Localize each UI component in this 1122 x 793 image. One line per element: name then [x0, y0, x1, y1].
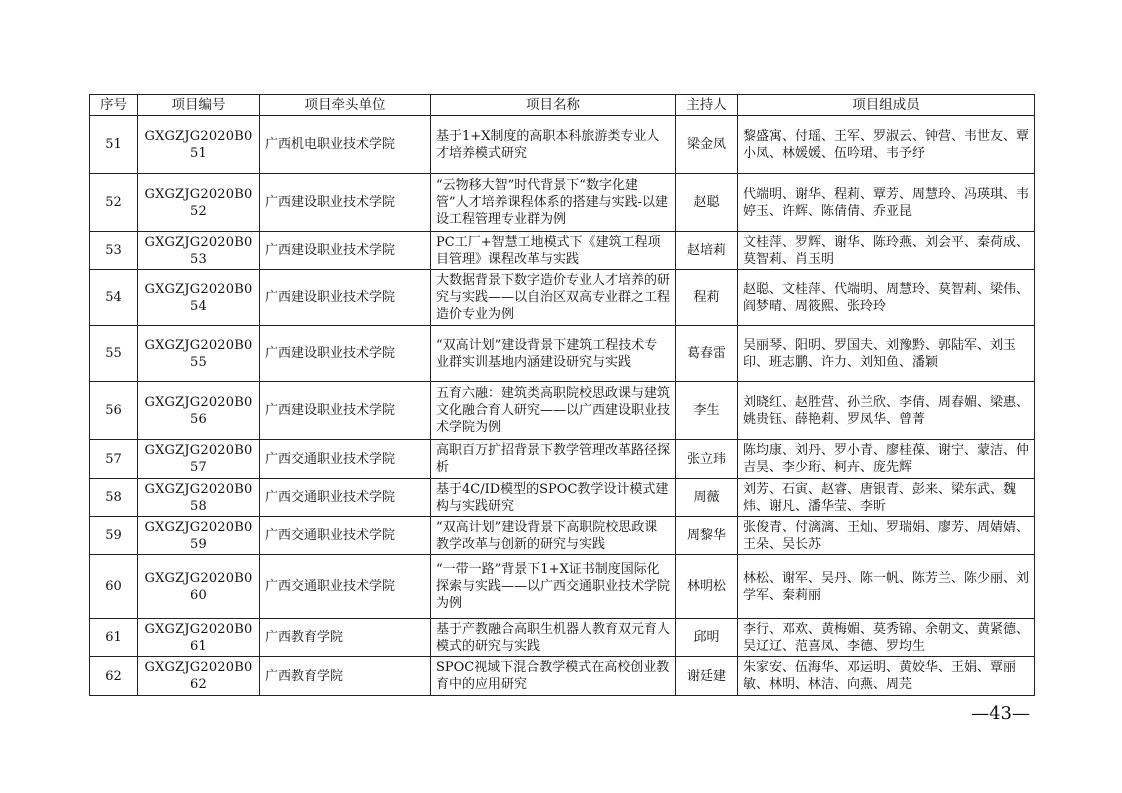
cell-unit: 广西建设职业技术学院: [260, 382, 431, 440]
cell-members: 林松、谢军、吴丹、陈一帆、陈芳兰、陈少丽、刘学军、秦莉丽: [738, 555, 1035, 619]
cell-name: 大数据背景下数字造价专业人才培养的研究与实践——以自治区双高专业群之工程造价专业为例: [431, 270, 676, 326]
cell-code: GXGZJG2020B054: [138, 270, 260, 326]
cell-seq: 59: [90, 517, 138, 555]
cell-name: “双高计划”建设背景下建筑工程技术专业群实训基地内涵建设研究与实践: [431, 326, 676, 382]
cell-host: 葛春雷: [676, 326, 738, 382]
cell-name: 基于1+X制度的高职本科旅游类专业人才培养模式研究: [431, 116, 676, 174]
table-row: [90, 382, 1035, 440]
cell-seq: 56: [90, 382, 138, 440]
cell-name: SPOC视域下混合教学模式在高校创业教育中的应用研究: [431, 657, 676, 696]
cell-seq: 58: [90, 479, 138, 517]
project-table: [89, 94, 1035, 696]
cell-name: 高职百万扩招背景下教学管理改革路径探析: [431, 440, 676, 479]
cell-host: 张立玮: [676, 440, 738, 479]
cell-members: 张俊青、付漓漓、王灿、罗瑞娟、廖芳、周婧婧、王朵、吴长苏: [738, 517, 1035, 555]
cell-unit: 广西教育学院: [260, 619, 431, 657]
cell-members: 刘芳、石寅、赵睿、唐银青、彭来、梁东武、魏炜、谢凡、潘华莹、李昕: [738, 479, 1035, 517]
cell-seq: 53: [90, 232, 138, 270]
cell-name: “云物移大智”时代背景下“数字化建管”人才培养课程体系的搭建与实践-以建设工程管理专业群为例: [431, 174, 676, 232]
cell-seq: 54: [90, 270, 138, 326]
cell-code: GXGZJG2020B053: [138, 232, 260, 270]
header-host: 主持人: [676, 95, 738, 116]
table-row: [90, 517, 1035, 555]
cell-host: 林明松: [676, 555, 738, 619]
table-row: [90, 326, 1035, 382]
header-name: 项目名称: [431, 95, 676, 116]
cell-unit: 广西教育学院: [260, 657, 431, 696]
cell-unit: 广西交通职业技术学院: [260, 479, 431, 517]
cell-name: 五育六融：建筑类高职院校思政课与建筑文化融合育人研究——以广西建设职业技术学院为例: [431, 382, 676, 440]
cell-code: GXGZJG2020B055: [138, 326, 260, 382]
cell-host: 周黎华: [676, 517, 738, 555]
table-row: [90, 232, 1035, 270]
table-row: [90, 555, 1035, 619]
cell-seq: 55: [90, 326, 138, 382]
cell-host: 李生: [676, 382, 738, 440]
cell-code: GXGZJG2020B057: [138, 440, 260, 479]
cell-seq: 62: [90, 657, 138, 696]
cell-unit: 广西建设职业技术学院: [260, 232, 431, 270]
table-row: [90, 174, 1035, 232]
cell-members: 文桂萍、罗辉、谢华、陈玲燕、刘会平、秦荷成、莫智莉、肖玉明: [738, 232, 1035, 270]
cell-members: 李行、邓欢、黄梅媚、莫秀锦、余朝文、黄紧德、吴辽辽、范喜凤、李德、罗均生: [738, 619, 1035, 657]
cell-name: “双高计划”建设背景下高职院校思政课教学改革与创新的研究与实践: [431, 517, 676, 555]
cell-unit: 广西交通职业技术学院: [260, 440, 431, 479]
cell-seq: 57: [90, 440, 138, 479]
cell-name: PC工厂+智慧工地模式下《建筑工程项目管理》课程改革与实践: [431, 232, 676, 270]
page-number: —43—: [971, 703, 1030, 724]
cell-name: 基于4C/ID模型的SPOC教学设计模式建构与实践研究: [431, 479, 676, 517]
cell-code: GXGZJG2020B061: [138, 619, 260, 657]
table-row: [90, 657, 1035, 696]
cell-code: GXGZJG2020B052: [138, 174, 260, 232]
cell-unit: 广西建设职业技术学院: [260, 326, 431, 382]
cell-unit: 广西建设职业技术学院: [260, 270, 431, 326]
cell-code: GXGZJG2020B051: [138, 116, 260, 174]
cell-code: GXGZJG2020B058: [138, 479, 260, 517]
cell-seq: 60: [90, 555, 138, 619]
cell-unit: 广西交通职业技术学院: [260, 555, 431, 619]
cell-host: 赵聪: [676, 174, 738, 232]
cell-host: 周薇: [676, 479, 738, 517]
cell-host: 谢廷建: [676, 657, 738, 696]
cell-members: 刘晓红、赵胜营、孙兰欣、李倩、周春媚、梁惠、姚贵钰、薛艳莉、罗凤华、曾菁: [738, 382, 1035, 440]
cell-code: GXGZJG2020B059: [138, 517, 260, 555]
cell-unit: 广西建设职业技术学院: [260, 174, 431, 232]
cell-seq: 51: [90, 116, 138, 174]
cell-host: 赵培莉: [676, 232, 738, 270]
cell-unit: 广西机电职业技术学院: [260, 116, 431, 174]
cell-unit: 广西交通职业技术学院: [260, 517, 431, 555]
cell-members: 陈均康、刘丹、罗小青、廖桂葆、谢宁、蒙洁、仲吉昊、李少珩、柯卉、庞先辉: [738, 440, 1035, 479]
cell-members: 吴丽琴、阳明、罗国夫、刘豫黔、郭陆军、刘玉印、班志鹏、许力、刘知鱼、潘颖: [738, 326, 1035, 382]
cell-seq: 52: [90, 174, 138, 232]
header-members: 项目组成员: [738, 95, 1035, 116]
cell-host: 邱明: [676, 619, 738, 657]
header-code: 项目编号: [138, 95, 260, 116]
table-row: [90, 116, 1035, 174]
header-seq: 序号: [90, 95, 138, 116]
cell-code: GXGZJG2020B060: [138, 555, 260, 619]
table-row: [90, 440, 1035, 479]
cell-host: 程莉: [676, 270, 738, 326]
cell-code: GXGZJG2020B056: [138, 382, 260, 440]
cell-name: 基于产教融合高职生机器人教育双元育人模式的研究与实践: [431, 619, 676, 657]
cell-host: 梁金凤: [676, 116, 738, 174]
table-header-row: [90, 95, 1035, 116]
cell-members: 赵聪、文桂萍、代端明、周慧玲、莫智莉、梁伟、阎梦晴、周筱熙、张玲玲: [738, 270, 1035, 326]
cell-members: 朱家安、伍海华、邓运明、黄姣华、王娟、覃丽敏、林明、林洁、向燕、周芫: [738, 657, 1035, 696]
header-unit: 项目牵头单位: [260, 95, 431, 116]
table-row: [90, 479, 1035, 517]
table-row: [90, 619, 1035, 657]
cell-seq: 61: [90, 619, 138, 657]
cell-members: 代端明、谢华、程莉、覃芳、周慧玲、冯瑛琪、韦婷玉、许辉、陈倩倩、乔亚昆: [738, 174, 1035, 232]
cell-code: GXGZJG2020B062: [138, 657, 260, 696]
table-row: [90, 270, 1035, 326]
cell-members: 黎盛寓、付瑶、王军、罗淑云、钟营、韦世友、覃小凤、林媛媛、伍吟珺、韦予纾: [738, 116, 1035, 174]
cell-name: “一带一路”背景下1+X证书制度国际化探索与实践——以广西交通职业技术学院为例: [431, 555, 676, 619]
